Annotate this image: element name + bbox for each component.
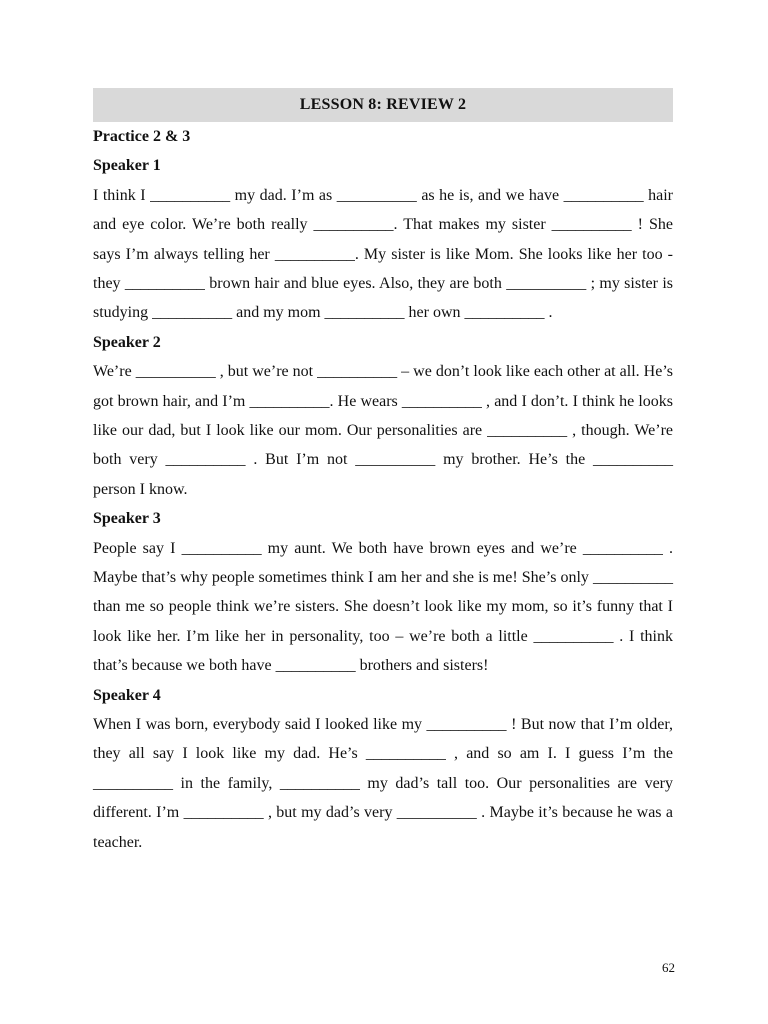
speaker-4-paragraph: When I was born, everybody said I looked like my __________ ! But now that I’m older, they all say I look like my dad. He’s __________ , and so am I. I guess I’m the __________ in the family, __________ my dad’s tall too. Our personalities are very different. I’m __________ , but my dad’s very __________ . Maybe it’s because he was a teacher. (93, 716, 673, 851)
lesson-title-bar (93, 88, 673, 122)
lesson-title: LESSON 8: REVIEW 2 (299, 96, 467, 113)
page-number: 62 (662, 960, 675, 975)
practice-heading: Practice 2 & 3 (93, 128, 191, 145)
speaker-2-heading: Speaker 2 (93, 333, 161, 351)
speaker-1-section (93, 151, 673, 327)
speaker-4-heading: Speaker 4 (93, 686, 161, 704)
worksheet-page (93, 88, 673, 857)
speaker-4-section (93, 681, 673, 857)
speaker-1-paragraph: I think I __________ my dad. I’m as __________ as he is, and we have __________ hair and eye color. We’re both really __________. That makes my sister __________ ! She says I’m always telling her __________. My sister is like Mom. She looks like her too - they __________ brown hair and blue eyes. Also, they are both __________ ; my sister is studying __________ and my mom __________ her own __________ . (93, 186, 673, 322)
speaker-3-paragraph: People say I __________ my aunt. We both have brown eyes and we’re __________ . Maybe that’s why people sometimes think I am her and she is me! She’s only __________ than me so people think we’re sisters. She doesn’t look like my mom, so it’s funny that I look like her. I’m like her in personality, too – we’re both a little __________ . I think that’s because we both have __________ brothers and sisters! (93, 539, 673, 675)
speaker-3-section (93, 504, 673, 680)
speaker-3-heading: Speaker 3 (93, 510, 161, 528)
speaker-2-section (93, 328, 673, 504)
speaker-2-paragraph: We’re __________ , but we’re not __________ – we don’t look like each other at all. He’s got brown hair, and I’m __________. He wears __________ , and I don’t. I think he looks like our dad, but I look like our mom. Our personalities are __________ , though. We’re both very __________ . But I’m not __________ my brother. He’s the __________ person I know. (93, 363, 673, 498)
speaker-1-heading: Speaker 1 (93, 157, 161, 175)
